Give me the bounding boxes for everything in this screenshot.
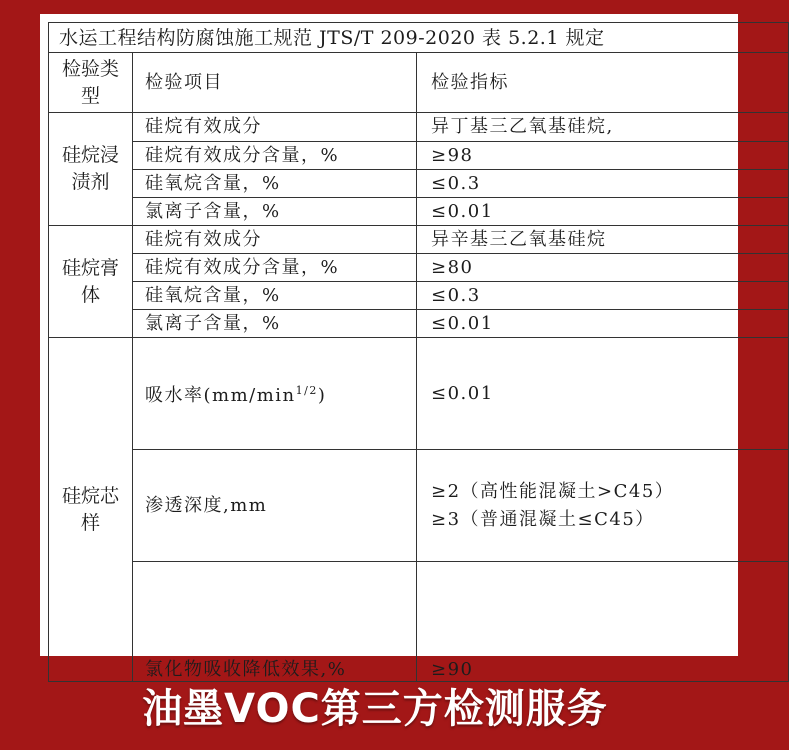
header-item: 检验项目 — [133, 53, 417, 113]
table-row-spec: ≥98 — [417, 142, 789, 170]
table-title: 水运工程结构防腐蚀施工规范 JTS/T 209-2020 表 5.2.1 规定 — [49, 23, 789, 53]
table-row-item: 硅烷有效成分 — [133, 113, 417, 142]
table-row-item: 硅烷有效成分 — [133, 226, 417, 254]
group-type-2: 硅烷膏体 — [49, 226, 133, 338]
header-type: 检验类型 — [49, 53, 133, 113]
table-row-item — [133, 338, 417, 450]
inspection-table — [48, 22, 789, 682]
table-row-spec: 异丁基三乙氧基硅烷, — [417, 113, 789, 142]
table-row-item: 硅烷有效成分含量，% — [133, 142, 417, 170]
document-sheet — [40, 14, 738, 680]
table-row-spec: ≤0.01 — [417, 310, 789, 338]
table-row-item: 氯化物吸收降低效果,% — [133, 562, 417, 682]
item-suffix: ) — [317, 385, 327, 406]
spec-line-2: ≥3（普通混凝土≤C45） — [431, 508, 655, 530]
table-row-spec — [417, 450, 789, 562]
table-row-spec: ≤0.3 — [417, 170, 789, 198]
table-row-item: 硅氧烷含量，% — [133, 282, 417, 310]
service-banner: 油墨VOC第三方检测服务 — [142, 685, 608, 732]
table-row-spec: 异辛基三乙氧基硅烷 — [417, 226, 789, 254]
spec-line-1: ≥2（高性能混凝土>C45） — [431, 480, 675, 502]
table-row-spec: ≥80 — [417, 254, 789, 282]
table-row-item: 硅氧烷含量，% — [133, 170, 417, 198]
header-spec: 检验指标 — [417, 53, 789, 113]
table-row-spec: ≤0.01 — [417, 198, 789, 226]
table-row-item: 氯离子含量，% — [133, 198, 417, 226]
table-row-item: 氯离子含量，% — [133, 310, 417, 338]
table-row-item: 硅烷有效成分含量，% — [133, 254, 417, 282]
group-type-3: 硅烷芯样 — [49, 338, 133, 682]
table-row-spec: ≤0.01 — [417, 338, 789, 450]
item-text: 吸水率(mm/min — [145, 385, 296, 406]
table-row-spec: ≥90 — [417, 562, 789, 682]
table-row-item: 渗透深度,mm — [133, 450, 417, 562]
group-type-1: 硅烷浸渍剂 — [49, 113, 133, 226]
item-superscript: 1/2 — [295, 384, 318, 397]
table-row-spec: ≤0.3 — [417, 282, 789, 310]
